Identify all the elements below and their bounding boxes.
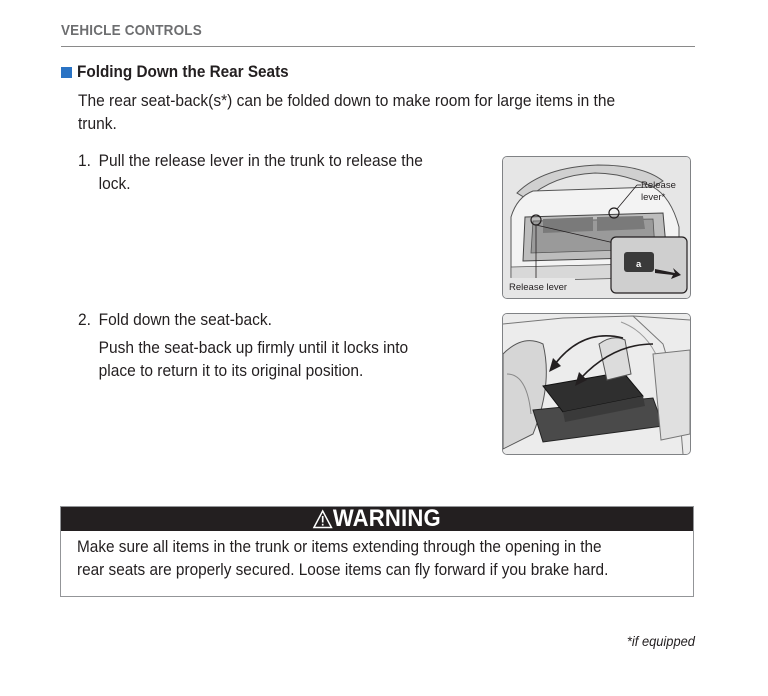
intro-line-1: The rear seat-back(s*) can be folded down to make room for large items in the bbox=[78, 92, 616, 110]
section-title bbox=[61, 62, 312, 82]
intro-paragraph bbox=[78, 90, 698, 136]
warning-line-1: Make sure all items in the trunk or items extending through the opening in the bbox=[77, 538, 602, 556]
warning-line-2: rear seats are properly secured. Loose items can fly forward if you brake hard. bbox=[77, 561, 609, 579]
step-2 bbox=[78, 309, 478, 383]
warning-body bbox=[61, 531, 693, 582]
folding-seat-back-illustration bbox=[502, 313, 691, 455]
trunk-illustration-svg bbox=[503, 157, 690, 298]
page-header bbox=[61, 22, 695, 47]
step-2-line-1: Fold down the seat-back. bbox=[98, 311, 272, 329]
step-1 bbox=[78, 150, 478, 196]
warning-box bbox=[60, 506, 694, 597]
svg-text:a: a bbox=[636, 259, 642, 270]
callout-release-lever-2: lever* bbox=[641, 192, 666, 203]
callout-release-lever-1: Release bbox=[641, 180, 676, 191]
step-2-number: 2. bbox=[78, 311, 91, 329]
step-1-number: 1. bbox=[78, 152, 91, 170]
warning-title: WARNING bbox=[333, 505, 442, 532]
step-2-sub-line-2: place to return it to its original position. bbox=[98, 362, 364, 380]
section-marker-icon bbox=[61, 67, 72, 78]
seat-illustration-svg bbox=[503, 314, 690, 454]
page-header-title: VEHICLE CONTROLS bbox=[61, 22, 202, 39]
trunk-release-lever-illustration bbox=[502, 156, 691, 299]
step-1-line-2: lock. bbox=[98, 175, 131, 193]
release-lever-label: Release lever bbox=[509, 282, 568, 293]
step-2-sub-line-1: Push the seat-back up firmly until it locks into bbox=[98, 339, 409, 357]
warning-triangle-icon bbox=[313, 509, 333, 529]
section-title-text: Folding Down the Rear Seats bbox=[77, 62, 289, 81]
intro-line-2: trunk. bbox=[78, 115, 117, 133]
footnote-if-equipped: *if equipped bbox=[626, 633, 695, 649]
warning-header bbox=[61, 507, 693, 531]
step-1-line-1: Pull the release lever in the trunk to release the bbox=[98, 152, 423, 170]
